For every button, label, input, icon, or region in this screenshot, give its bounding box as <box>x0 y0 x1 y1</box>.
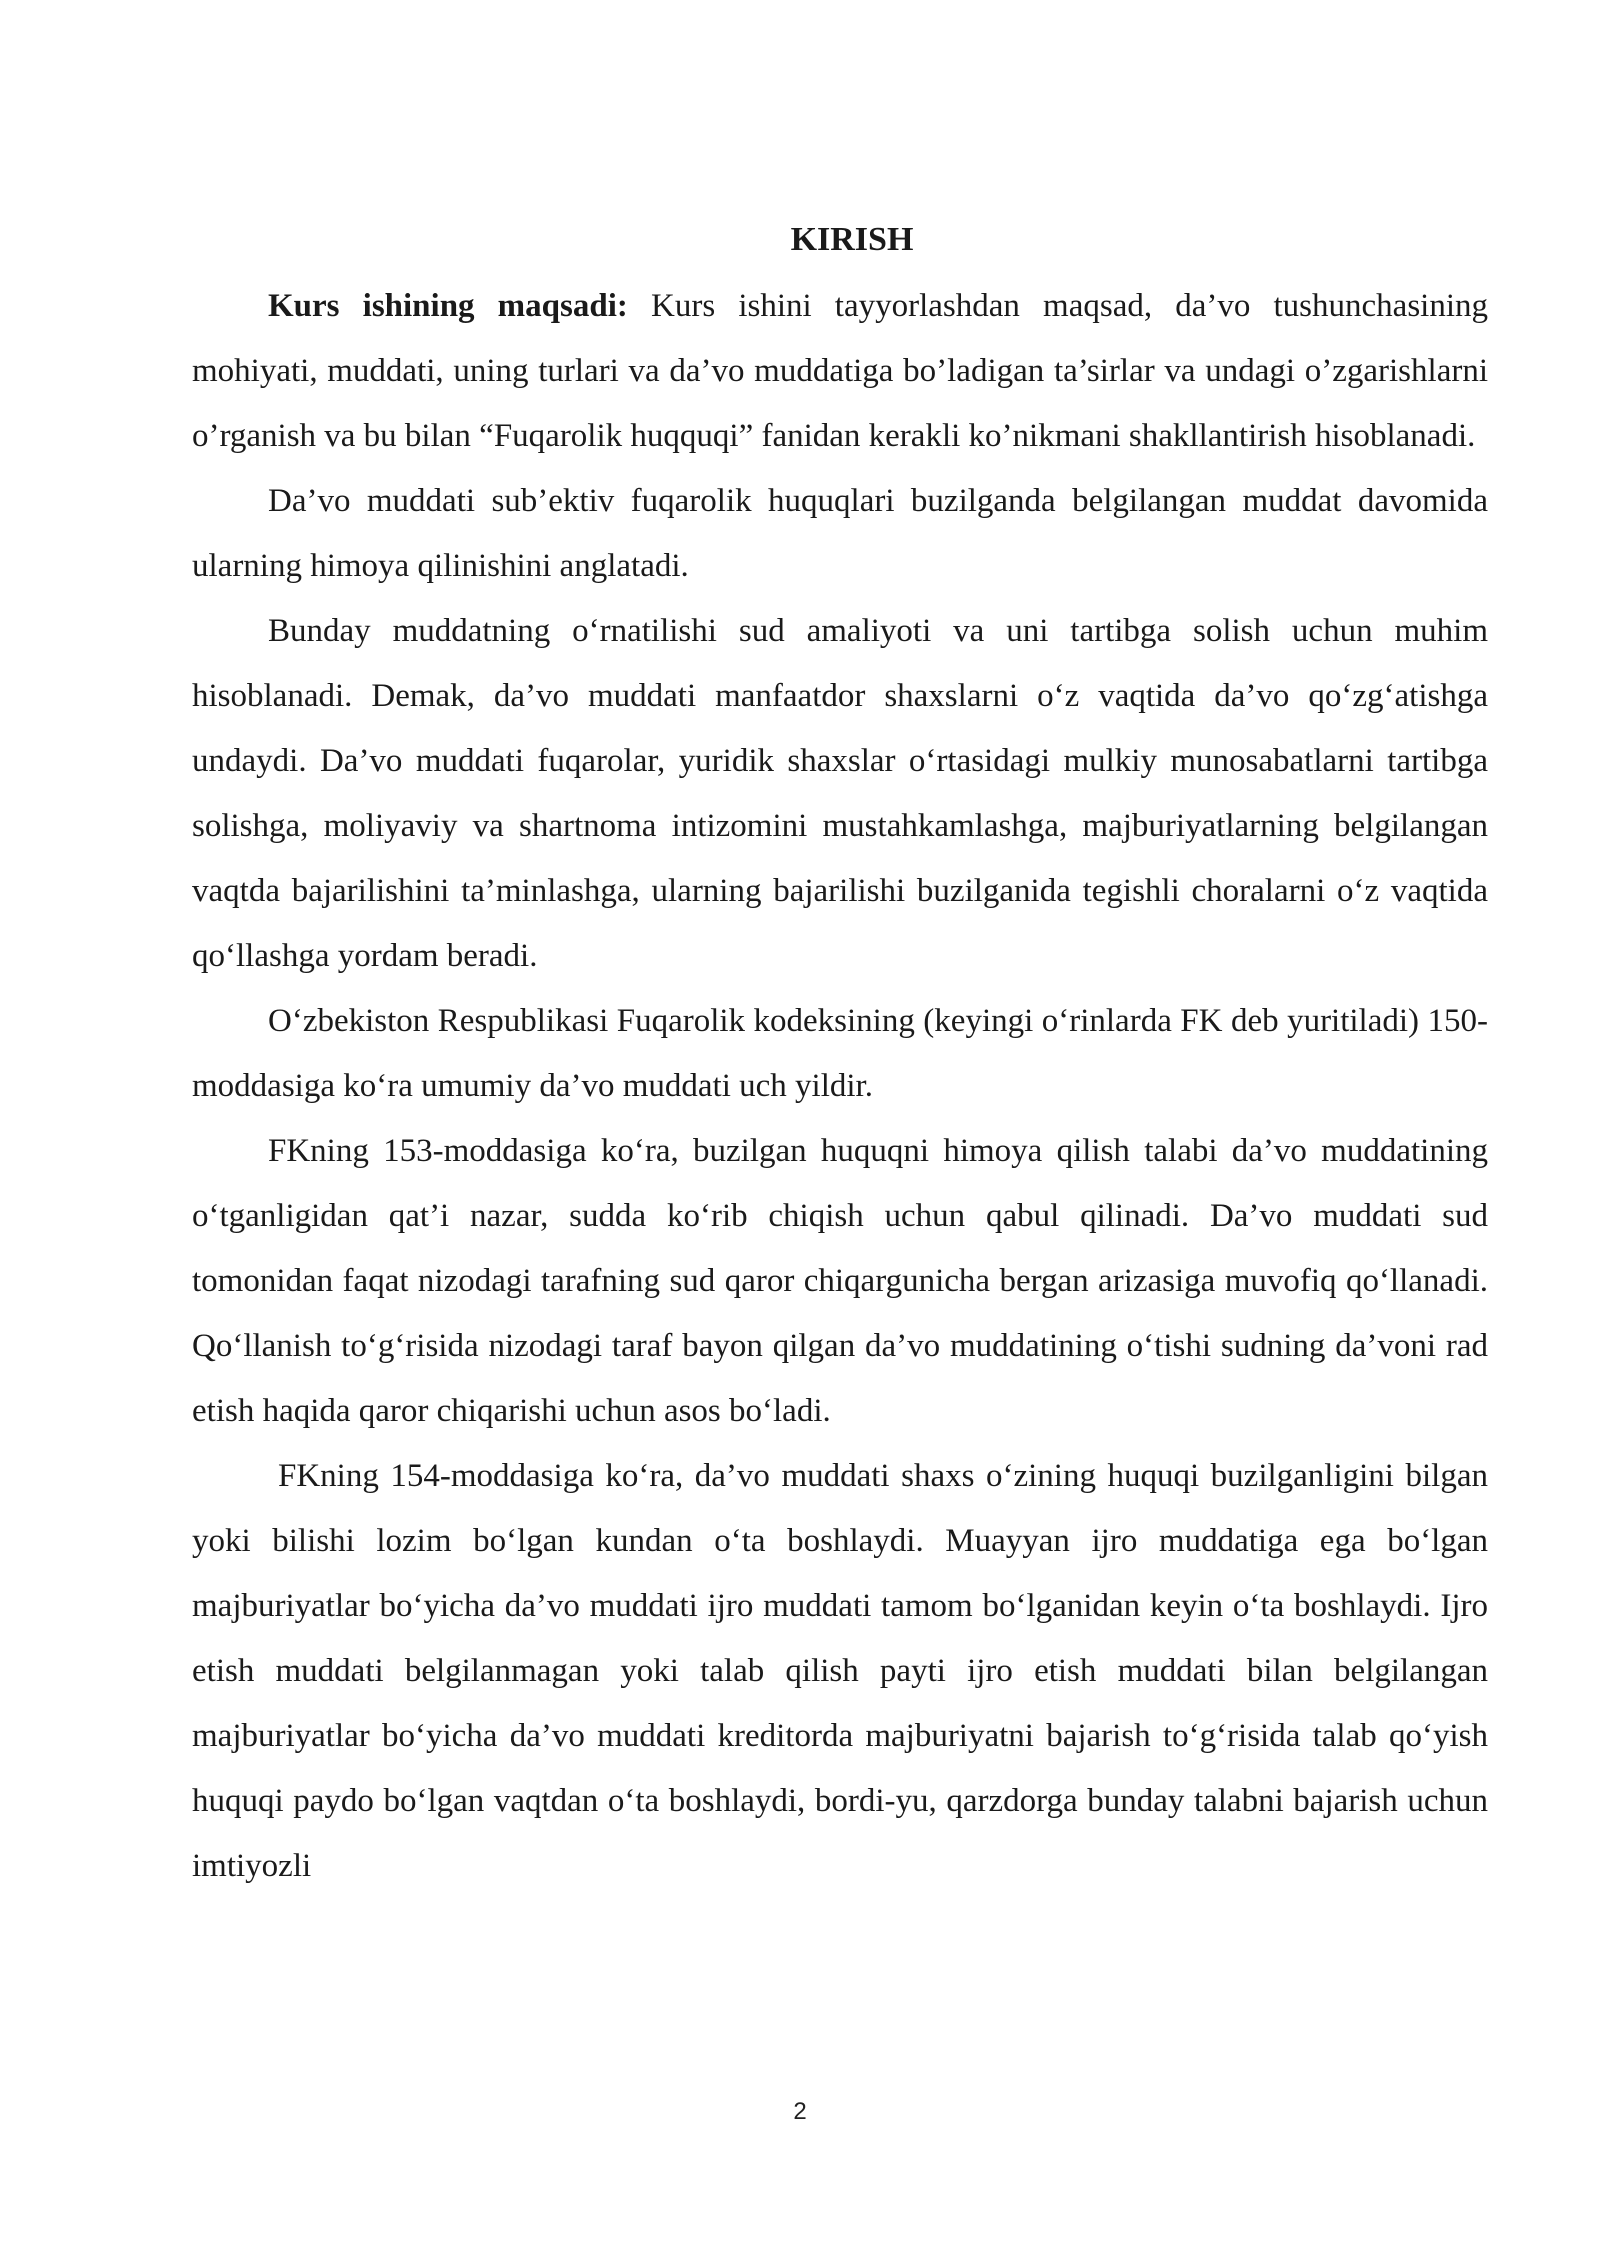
page-number: 2 <box>793 2098 807 2125</box>
document-page <box>192 214 1488 1899</box>
paragraph-importance: Bunday muddatning oʻrnatilishi sud amaliyoti va uni tartibga solish uchun muhim hisoblanadi. Demak, da’vo muddati manfaatdor shaxslarni oʻz vaqtida da’vo qoʻzgʻatishga undaydi. Da’vo muddati fuqarolar, yuridik shaxslar oʻrtasidagi mulkiy munosabatlarni tartibga solishga, moliyaviy va shartnoma intizomini mustahkamlashga, majburiyatlarning belgilangan vaqtda bajarilishini ta’minlashga, ularning bajarilishi buzilganida tegishli choralarni oʻz vaqtida qoʻllashga yordam beradi. <box>192 613 1488 974</box>
section-title: KIRISH <box>790 221 914 258</box>
paragraph-text: Kurs ishini tayyorlashdan maqsad, da’vo tushunchasining mohiyati, muddati, uning turlari va da’vo muddatiga bo’ladigan ta’sirlar va undagi o’zgarishlarni o’rganish va bu bilan “Fuqarolik huqquqi” fanidan kerakli ko’nikmani shakllantirish hisoblanadi. <box>192 288 1488 454</box>
paragraph-article-154: FKning 154-moddasiga koʻra, da’vo muddati shaxs oʻzining huquqi buzilganligini bilgan yoki bilishi lozim boʻlgan kundan oʻta boshlaydi. Muayyan ijro muddatiga ega boʻlgan majburiyatlar boʻyicha da’vo muddati ijro muddati tamom boʻlganidan keyin oʻta boshlaydi. Ijro etish muddati belgilanmagan yoki talab qilish payti ijro etish muddati bilan belgilangan majburiyatlar boʻyicha da’vo muddati kreditorda majburiyatni bajarish toʻgʻrisida talab qoʻyish huquqi paydo boʻlgan vaqtdan oʻta boshlaydi, bordi-yu, qarzdorga bunday talabni bajarish uchun imtiyozli <box>192 1458 1488 1884</box>
paragraph-article-153: FKning 153-moddasiga koʻra, buzilgan huquqni himoya qilish talabi da’vo muddatining oʻtganligidan qat’i nazar, sudda koʻrib chiqish uchun qabul qilinadi. Da’vo muddati sud tomonidan faqat nizodagi tarafning sud qaror chiqargunicha bergan arizasiga muvofiq qoʻllanadi. Qoʻllanish toʻgʻrisida nizodagi taraf bayon qilgan da’vo muddatining oʻtishi sudning da’voni rad etish haqida qaror chiqarishi uchun asos boʻladi. <box>192 1133 1488 1429</box>
paragraph-article-150: Oʻzbekiston Respublikasi Fuqarolik kodeksining (keyingi oʻrinlarda FK deb yuritiladi) 150-moddasiga koʻra umumiy da’vo muddati uch yildir. <box>192 1003 1488 1104</box>
paragraph-purpose <box>192 274 1488 469</box>
paragraph-lead: Kurs ishining maqsadi: <box>268 288 628 324</box>
paragraph-definition: Da’vo muddati sub’ektiv fuqarolik huquqlari buzilganda belgilangan muddat davomida ularning himoya qilinishini anglatadi. <box>192 483 1488 584</box>
